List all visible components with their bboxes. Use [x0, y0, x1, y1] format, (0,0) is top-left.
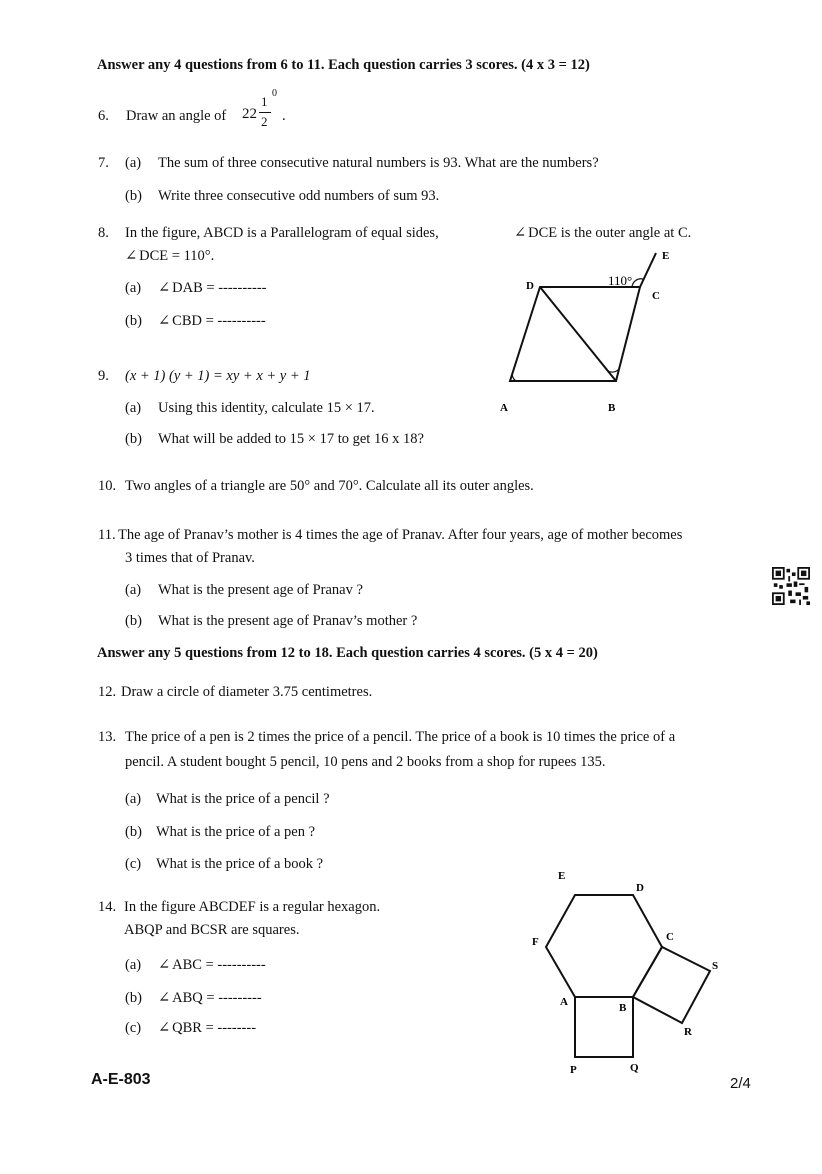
q13b-label: (b)	[125, 824, 142, 840]
label-d: D	[636, 882, 644, 894]
q6-text: Draw an angle of	[126, 108, 227, 124]
label-c: C	[666, 931, 674, 943]
square-bcsr	[633, 947, 710, 1023]
q9-number: 9.	[98, 368, 109, 384]
q11-number: 11.	[98, 527, 116, 543]
q13c-text: What is the price of a book ?	[156, 856, 324, 872]
label-q: Q	[630, 1062, 639, 1074]
label-r: R	[684, 1026, 692, 1038]
q9a-text: Using this identity, calculate 15 × 17.	[158, 400, 375, 416]
q13-line1: The price of a pen is 2 times the price of a pencil. The price of a book is 10 times the price of a	[125, 729, 676, 745]
q7b-text: Write three consecutive odd numbers of sum 93.	[158, 188, 440, 204]
q14a-label: (a)	[125, 957, 142, 973]
q11b-label: (b)	[125, 613, 142, 629]
q6-whole: 22	[242, 106, 257, 122]
q13a-label: (a)	[125, 791, 142, 807]
parallelogram-abcd	[510, 287, 640, 381]
page-number: 2/4	[730, 1075, 751, 1092]
label-b: B	[619, 1002, 627, 1014]
hexagon-abcdef	[546, 895, 662, 997]
q8-line1-post: ∠ DCE is the outer angle at C.	[514, 225, 691, 242]
q12-text: Draw a circle of diameter 3.75 centimetres.	[121, 684, 373, 700]
parallelogram-figure	[490, 245, 690, 425]
q8-number: 8.	[98, 225, 109, 241]
label-c: C	[652, 290, 660, 302]
arc-dab	[512, 371, 516, 381]
q8b-text: ∠ CBD = ----------	[158, 313, 266, 330]
q14-line1: In the figure ABCDEF is a regular hexagon.	[124, 899, 381, 915]
label-angle-110: 110°	[608, 273, 633, 288]
q11-line2: 3 times that of Pranav.	[125, 550, 255, 566]
q12-number: 12.	[98, 684, 117, 700]
q14b-label: (b)	[125, 990, 142, 1006]
q6-number: 6.	[98, 108, 109, 124]
q14c-text: ∠ QBR = --------	[158, 1020, 256, 1037]
label-a: A	[500, 402, 508, 414]
q6-end: .	[282, 108, 286, 124]
q8b-label: (b)	[125, 313, 142, 329]
q8a-label: (a)	[125, 280, 142, 296]
label-f: F	[532, 936, 539, 948]
section-b-heading: Answer any 5 questions from 12 to 18. Each question carries 4 scores. (5 x 4 = 20)	[97, 645, 598, 661]
label-e: E	[558, 870, 566, 882]
q9b-text: What will be added to 15 × 17 to get 16 x 18?	[158, 431, 424, 447]
q13-number: 13.	[98, 729, 117, 745]
extension-ce	[640, 253, 656, 287]
q11a-text: What is the present age of Pranav ?	[158, 582, 363, 598]
qr-code-icon	[772, 567, 810, 605]
q7a-label: (a)	[125, 155, 142, 171]
label-a: A	[560, 996, 568, 1008]
section-a-heading: Answer any 4 questions from 6 to 11. Each question carries 3 scores. (4 x 3 = 12)	[97, 57, 590, 73]
q13b-text: What is the price of a pen ?	[156, 824, 316, 840]
q14b-text: ∠ ABQ = ---------	[158, 990, 262, 1007]
q7a-text: The sum of three consecutive natural numbers is 93. What are the numbers?	[158, 155, 599, 171]
paper-code: A-E-803	[91, 1071, 151, 1088]
label-p: P	[570, 1064, 577, 1076]
q13c-label: (c)	[125, 856, 142, 872]
q6-degree: 0	[272, 88, 277, 99]
q13-line2: pencil. A student bought 5 pencil, 10 pens and 2 books from a shop for rupees 135.	[125, 754, 606, 770]
q6-frac-bar	[259, 112, 271, 113]
q14-number: 14.	[98, 899, 117, 915]
q9-identity: (x + 1) (y + 1) = xy + x + y + 1	[125, 368, 311, 384]
q6-frac-den: 2	[261, 114, 268, 129]
q11a-label: (a)	[125, 582, 142, 598]
q11b-text: What is the present age of Pranav’s mother ?	[158, 613, 418, 629]
q8-line2: ∠ DCE = 110°.	[125, 248, 214, 265]
q7-number: 7.	[98, 155, 109, 171]
q14a-text: ∠ ABC = ----------	[158, 957, 266, 974]
q6-frac-num: 1	[261, 94, 268, 109]
q7b-label: (b)	[125, 188, 142, 204]
q10-text: Two angles of a triangle are 50° and 70°. Calculate all its outer angles.	[125, 478, 534, 494]
q11-line1: The age of Pranav’s mother is 4 times the age of Pranav. After four years, age of mother becomes	[118, 527, 683, 543]
label-e: E	[662, 250, 670, 262]
q14c-label: (c)	[125, 1020, 142, 1036]
label-b: B	[608, 402, 616, 414]
diagonal-db	[540, 287, 616, 381]
arc-cbd	[608, 369, 619, 372]
q9b-label: (b)	[125, 431, 142, 447]
label-d: D	[526, 280, 534, 292]
q14-line2: ABQP and BCSR are squares.	[124, 922, 300, 938]
q13a-text: What is the price of a pencil ?	[156, 791, 330, 807]
hexagon-figure	[520, 865, 740, 1080]
q8-line1-pre: In the figure, ABCD is a Parallelogram of equal sides,	[125, 225, 439, 241]
label-s: S	[712, 960, 719, 972]
q10-number: 10.	[98, 478, 117, 494]
q9a-label: (a)	[125, 400, 142, 416]
q8a-text: ∠ DAB = ----------	[158, 280, 266, 297]
